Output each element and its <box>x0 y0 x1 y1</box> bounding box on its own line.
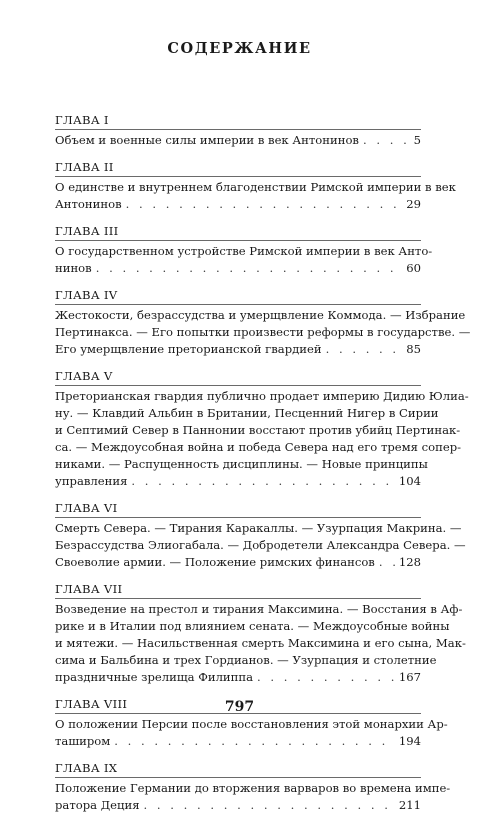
chapter-title-line: О государственном устройстве Римской империи в век Анто- <box>55 244 433 258</box>
chapter-label: ГЛАВА I <box>55 113 109 127</box>
toc-chapter <box>55 287 471 358</box>
chapter-title-last-line <box>55 473 421 490</box>
chapter-title-line: Жестокости, безрассудства и умерщвление Коммода. — Избрание <box>55 308 466 322</box>
chapter-entry <box>55 598 466 686</box>
chapter-title-last-line <box>55 196 421 213</box>
chapter-page-number: 104 <box>398 474 421 488</box>
chapter-title-text: Объем и военные силы империи в век Антонинов <box>55 133 359 147</box>
chapter-title-line: О единстве и внутреннем благоденствии Римской империи в век <box>55 180 456 194</box>
chapter-title-line: Возведение на престол и тирания Максимина. — Восстания в Аф- <box>55 602 463 616</box>
chapter-title-line: са. — Междоусобная война и победа Севера над его тремя сопер- <box>55 440 462 454</box>
dot-leader <box>131 473 394 490</box>
chapter-title-line: и Септимий Север в Паннонии восстают против убийц Пертинак- <box>55 423 461 437</box>
chapter-title-text: нинов <box>55 261 92 275</box>
chapter-page-number: 194 <box>398 734 421 748</box>
chapter-label: ГЛАВА VII <box>55 582 123 596</box>
toc-chapter <box>55 760 451 814</box>
chapter-title-text: управления <box>55 474 128 488</box>
chapter-title-line: ну. — Клавдий Альбин в Британии, Песценний Нигер в Сирии <box>55 406 439 420</box>
chapter-title-line: сима и Бальбина и трех Гордианов. — Узурпация и столетние <box>55 653 437 667</box>
chapter-page-number: 5 <box>413 133 421 147</box>
chapter-title-line: Смерть Севера. — Тирания Каракаллы. — Узурпация Макрина. — <box>55 521 462 535</box>
chapter-title-line: и мятежи. — Насильственная смерть Максимина и его сына, Мак- <box>55 636 466 650</box>
table-of-contents <box>55 112 471 824</box>
chapter-page-number: 60 <box>406 261 421 275</box>
chapter-title-last-line <box>55 132 421 149</box>
chapter-entry <box>55 304 471 358</box>
toc-chapter <box>55 159 456 213</box>
toc-chapter <box>55 581 466 686</box>
dot-leader <box>144 797 395 814</box>
chapter-title-last-line <box>55 733 421 750</box>
chapter-title-line: Пертинакса. — Его попытки произвести реформы в государстве. — <box>55 325 471 339</box>
chapter-page-number: 29 <box>406 197 421 211</box>
dot-leader <box>257 669 395 686</box>
chapter-label: ГЛАВА III <box>55 224 119 238</box>
chapter-title-line: рике и в Италии под влиянием сената. — Междоусобные войны <box>55 619 450 633</box>
toc-heading: СОДЕРЖАНИЕ <box>167 40 312 57</box>
chapter-label: ГЛАВА IV <box>55 288 118 302</box>
chapter-title-line: никами. — Распущенность дисциплины. — Новые принципы <box>55 457 428 471</box>
chapter-entry <box>55 777 451 814</box>
chapter-entry <box>55 240 433 277</box>
chapter-title-last-line <box>55 341 421 358</box>
chapter-title-last-line <box>55 260 421 277</box>
chapter-entry <box>55 176 456 213</box>
dot-leader <box>326 341 403 358</box>
chapter-title-text: таширом <box>55 734 111 748</box>
dot-leader <box>126 196 403 213</box>
chapter-title-last-line <box>55 669 421 686</box>
chapter-page-number: 167 <box>398 670 421 684</box>
dot-leader <box>363 132 410 149</box>
chapter-title-text: Антонинов <box>55 197 122 211</box>
chapter-label: ГЛАВА VIII <box>55 697 128 711</box>
chapter-label: ГЛАВА II <box>55 160 114 174</box>
chapter-label: ГЛАВА V <box>55 369 113 383</box>
chapter-title-line: Положение Германии до вторжения варваров во времена импе- <box>55 781 451 795</box>
chapter-title-last-line <box>55 554 421 571</box>
chapter-page-number: 85 <box>406 342 421 356</box>
chapter-title-last-line <box>55 797 421 814</box>
chapter-entry <box>55 129 421 149</box>
page-number: 797 <box>224 699 255 715</box>
chapter-page-number: 128 <box>398 555 421 569</box>
chapter-title-line: О положении Персии после восстановления этой монархии Ар- <box>55 717 448 731</box>
chapter-page-number: 211 <box>398 798 421 812</box>
chapter-title-text: Его умерщвление преторианской гвардией <box>55 342 322 356</box>
toc-chapter <box>55 112 421 149</box>
chapter-entry <box>55 713 448 750</box>
chapter-entry <box>55 385 469 490</box>
chapter-label: ГЛАВА VI <box>55 501 118 515</box>
chapter-title-text: Своеволие армии. — Положение римских финансов <box>55 555 375 569</box>
chapter-title-line: Преторианская гвардия публично продает империю Дидию Юлиа- <box>55 389 469 403</box>
toc-chapter <box>55 500 466 571</box>
dot-leader <box>114 733 395 750</box>
chapter-title-line: Безрассудства Элиогабала. — Добродетели Александра Севера. — <box>55 538 466 552</box>
chapter-entry <box>55 517 466 571</box>
chapter-title-text: праздничные зрелища Филиппа <box>55 670 254 684</box>
chapter-title-text: ратора Деция <box>55 798 140 812</box>
chapter-label: ГЛАВА IX <box>55 761 118 775</box>
dot-leader <box>379 554 395 571</box>
toc-chapter <box>55 223 433 277</box>
dot-leader <box>96 260 403 277</box>
toc-chapter <box>55 368 469 490</box>
